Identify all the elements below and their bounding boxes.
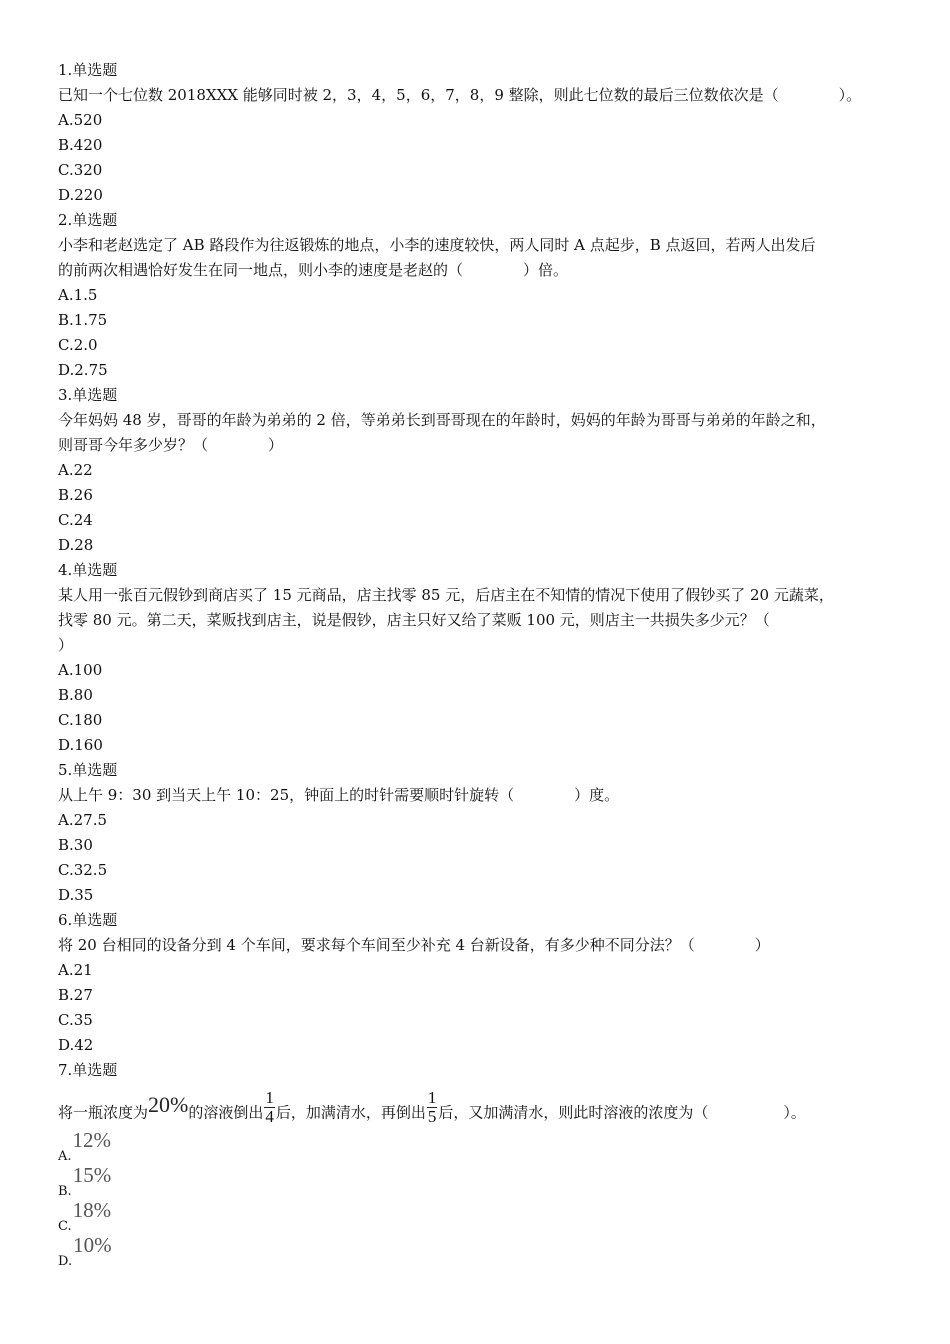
question-stem-line: 从上午 9：30 到当天上午 10：25，钟面上的时针需要顺时针旋转（ ）度。 [58, 786, 620, 804]
question-stem-line: 的前两次相遇恰好发生在同一地点，则小李的速度是老赵的（ ）倍。 [58, 261, 569, 279]
option-c[interactable]: C.320 [58, 161, 103, 179]
question-title: 7.单选题 [58, 1061, 118, 1079]
option-c[interactable]: C.24 [58, 511, 93, 529]
question-title: 5.单选题 [58, 761, 118, 779]
question-7 [58, 1058, 898, 1272]
question-1 [58, 58, 898, 208]
option-b[interactable]: B.80 [58, 686, 93, 704]
question-stem-line: 已知一个七位数 2018XXX 能够同时被 2，3，4，5，6，7，8，9 整除，则此七位数的最后三位数依次是（ ）。 [58, 86, 862, 104]
question-title: 6.单选题 [58, 911, 118, 929]
question-2 [58, 208, 898, 383]
question-list [58, 58, 898, 1272]
option-b[interactable]: B.15% [58, 1163, 112, 1199]
stem-text: 后，又加满清水，则此时溶液的浓度为（ ）。 [438, 1103, 806, 1122]
question-title: 4.单选题 [58, 561, 118, 579]
option-b[interactable]: B.1.75 [58, 311, 108, 329]
option-d[interactable]: D.2.75 [58, 361, 108, 379]
question-6 [58, 908, 898, 1058]
option-d[interactable]: D.10% [58, 1233, 112, 1269]
option-c[interactable]: C.180 [58, 711, 103, 729]
option-b[interactable]: B.27 [58, 986, 93, 1004]
fraction-one-quarter: $\frac{1}{4}$ [265, 1088, 274, 1126]
question-stem-line: 找零 80 元。第二天，菜贩找到店主，说是假钞，店主只好又给了菜贩 100 元，则店主一共损失多少元？（ [58, 611, 770, 629]
option-d[interactable]: D.220 [58, 186, 103, 204]
fraction-one-fifth: $\frac{1}{5}$ [427, 1088, 437, 1126]
option-a[interactable]: A.520 [58, 111, 103, 129]
concentration-value: 20% [148, 1091, 189, 1117]
option-c[interactable]: C.2.0 [58, 336, 98, 354]
question-stem-line: 某人用一张百元假钞到商店买了 15 元商品，店主找零 85 元，后店主在不知情的情况下使用了假钞买了 20 元蔬菜， [58, 586, 834, 604]
question-stem-line: 将 20 台相同的设备分到 4 个车间，要求每个车间至少补充 4 台新设备，有多少种不同分法？（ ） [58, 936, 770, 954]
stem-text: 后，加满清水，再倒出 [275, 1103, 426, 1122]
question-title: 2.单选题 [58, 211, 118, 229]
question-stem-line: 今年妈妈 48 岁，哥哥的年龄为弟弟的 2 倍，等弟弟长到哥哥现在的年龄时，妈妈的年龄为哥哥与弟弟的年龄之和， [58, 411, 826, 429]
option-b[interactable]: B.26 [58, 486, 93, 504]
question-stem-line: 小李和老赵选定了 AB 路段作为往返锻炼的地点，小李的速度较快，两人同时 A 点起步，B 点返回，若两人出发后 [58, 236, 816, 254]
option-a[interactable]: A.21 [58, 961, 93, 979]
questions-1-6 [58, 58, 898, 1058]
question-title: 1.单选题 [58, 61, 118, 79]
question-stem-line: 则哥哥今年多少岁？（ ） [58, 436, 284, 454]
option-d[interactable]: D.160 [58, 736, 103, 754]
option-c[interactable]: C.18% [58, 1198, 112, 1234]
question-4 [58, 558, 898, 758]
question-3 [58, 383, 898, 558]
option-a[interactable]: A.27.5 [58, 811, 107, 829]
stem-text: 将一瓶浓度为 [58, 1103, 149, 1122]
option-c[interactable]: C.35 [58, 1011, 93, 1029]
question-stem [58, 1088, 898, 1132]
option-b[interactable]: B.420 [58, 136, 103, 154]
stem-text: 的溶液倒出 [188, 1103, 264, 1122]
option-c[interactable]: C.32.5 [58, 861, 108, 879]
question-title: 3.单选题 [58, 386, 118, 404]
option-a[interactable]: A.22 [58, 461, 93, 479]
option-a[interactable]: A.1.5 [58, 286, 98, 304]
question-5 [58, 758, 898, 908]
question-stem-line: ） [58, 636, 74, 654]
option-d[interactable]: D.42 [58, 1036, 94, 1054]
option-a[interactable]: A.12% [58, 1128, 112, 1164]
option-d[interactable]: D.35 [58, 886, 94, 904]
option-b[interactable]: B.30 [58, 836, 93, 854]
option-d[interactable]: D.28 [58, 536, 94, 554]
option-a[interactable]: A.100 [58, 661, 103, 679]
